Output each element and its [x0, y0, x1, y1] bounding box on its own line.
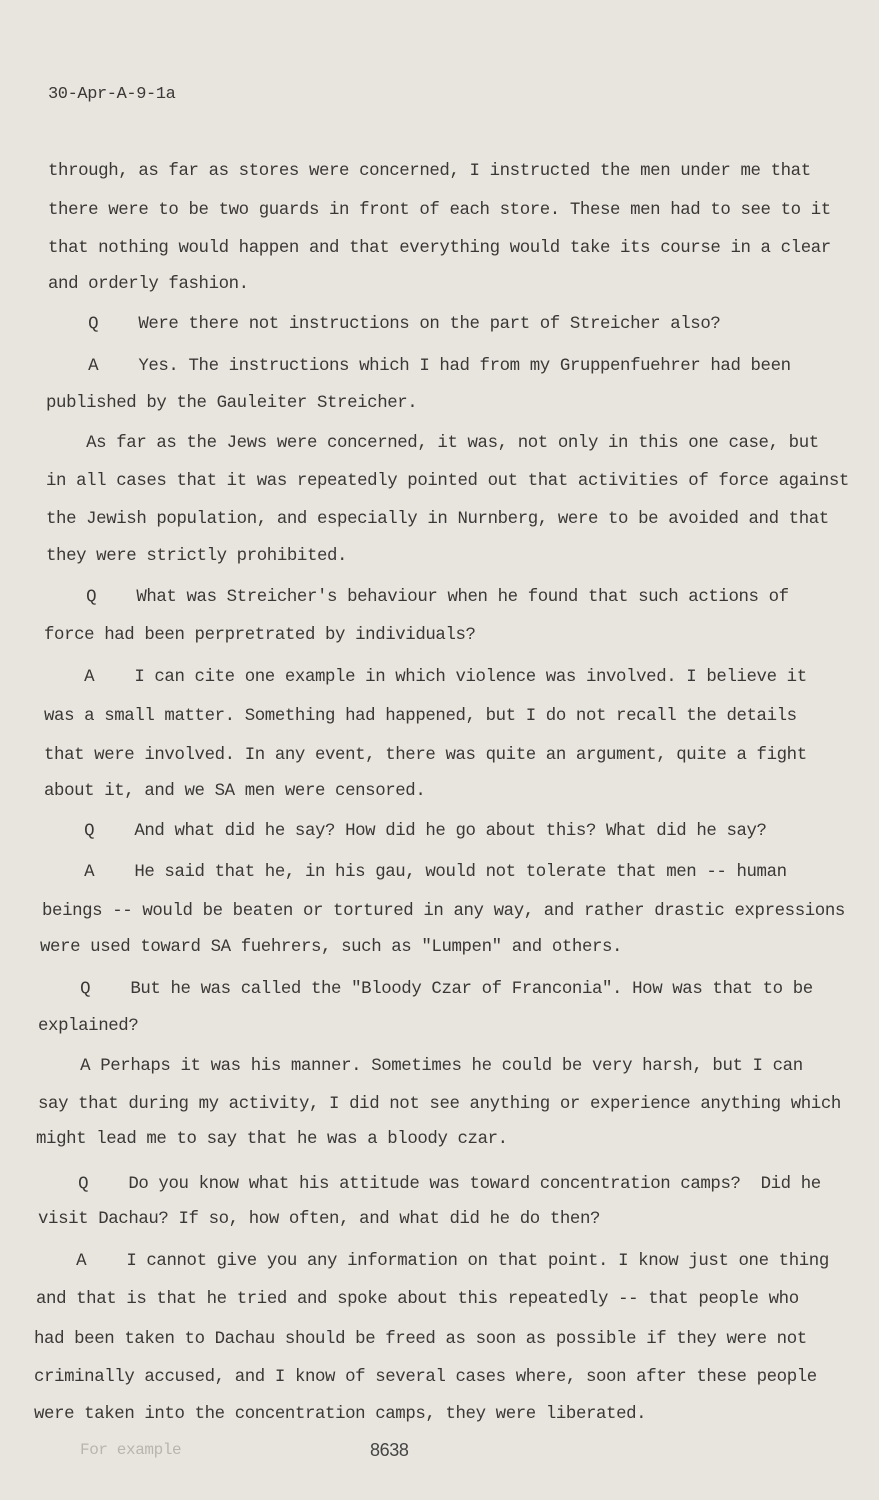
- text-line: was a small matter. Something had happened, but I do not recall the details: [44, 707, 797, 726]
- text-line: criminally accused, and I know of several cases where, soon after these people: [34, 1368, 817, 1387]
- text-line: the Jewish population, and especially in Nurnberg, were to be avoided and that: [46, 510, 829, 529]
- page-header: 30-Apr-A-9-1a: [48, 85, 176, 104]
- text-line: that were involved. In any event, there was quite an argument, quite a fight: [44, 746, 807, 765]
- text-line: about it, and we SA men were censored.: [44, 782, 426, 801]
- page-number: 8638: [370, 1440, 409, 1460]
- text-line: A He said that he, in his gau, would not tolerate that men -- human: [44, 863, 787, 882]
- text-line: A I can cite one example in which violence was involved. I believe it: [44, 668, 807, 687]
- text-line: through, as far as stores were concerned, I instructed the men under me that: [48, 162, 811, 181]
- text-line: visit Dachau? If so, how often, and what did he do then?: [38, 1210, 601, 1229]
- text-line: and that is that he tried and spoke about this repeatedly -- that people who: [36, 1290, 799, 1309]
- text-line: beings -- would be beaten or tortured in any way, and rather drastic expressions: [42, 902, 845, 921]
- text-line: As far as the Jews were concerned, it was, not only in this one case, but: [46, 434, 819, 453]
- text-line: and orderly fashion.: [48, 275, 249, 294]
- text-line: Q What was Streicher's behaviour when he found that such actions of: [46, 588, 789, 607]
- text-line: had been taken to Dachau should be freed as soon as possible if they were not: [34, 1330, 807, 1349]
- catchword: For example: [80, 1441, 182, 1459]
- text-line: A Yes. The instructions which I had from my Gruppenfuehrer had been: [48, 357, 791, 376]
- text-line: there were to be two guards in front of each store. These men had to see to it: [48, 201, 831, 220]
- text-line: were used toward SA fuehrers, such as "Lumpen" and others.: [40, 938, 623, 957]
- text-line: were taken into the concentration camps, they were liberated.: [34, 1405, 647, 1424]
- text-line: published by the Gauleiter Streicher.: [46, 394, 418, 413]
- text-line: that nothing would happen and that everything would take its course in a clear: [48, 239, 831, 258]
- text-line: might lead me to say that he was a bloody czar.: [36, 1130, 508, 1149]
- text-line: Q Were there not instructions on the part of Streicher also?: [48, 315, 721, 334]
- text-line: explained?: [38, 1017, 139, 1036]
- text-line: Q But he was called the "Bloody Czar of Franconia". How was that to be: [40, 980, 813, 999]
- text-line: Q Do you know what his attitude was toward concentration camps? Did he: [38, 1175, 821, 1194]
- text-line: say that during my activity, I did not see anything or experience anything which: [38, 1095, 841, 1114]
- text-line: force had been perpretrated by individuals?: [44, 626, 476, 645]
- text-line: they were strictly prohibited.: [46, 547, 348, 566]
- text-line: A I cannot give you any information on that point. I know just one thing: [36, 1252, 829, 1271]
- text-line: in all cases that it was repeatedly pointed out that activities of force against: [46, 472, 849, 491]
- text-line: Q And what did he say? How did he go about this? What did he say?: [44, 822, 767, 841]
- text-line: A Perhaps it was his manner. Sometimes he could be very harsh, but I can: [40, 1057, 803, 1076]
